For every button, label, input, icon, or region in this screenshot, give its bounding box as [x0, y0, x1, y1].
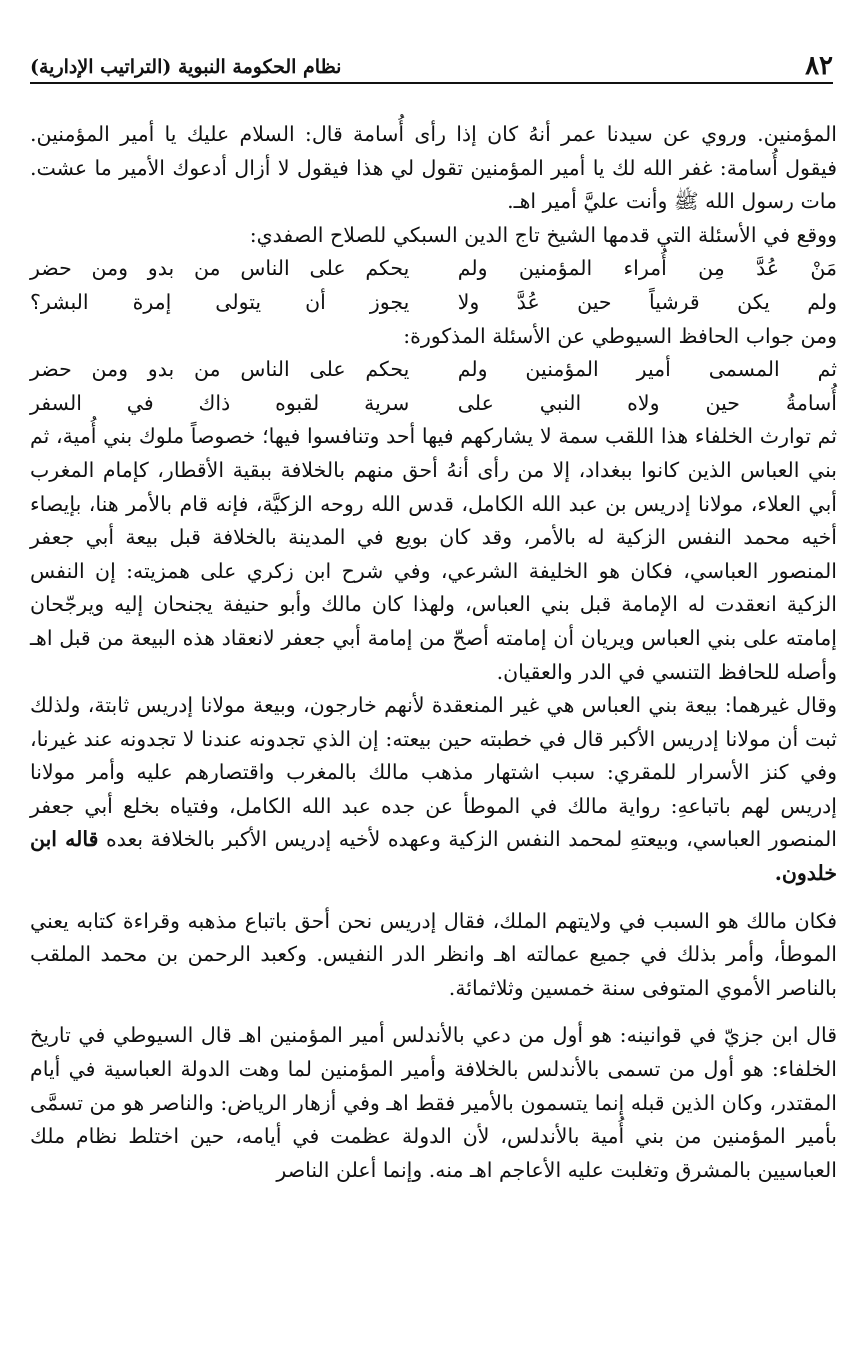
verse-first-hemistich: أُسامةُ حين ولاه النبي على — [457, 390, 837, 415]
verse-first-hemistich: ولم يكن قرشياً حين عُدَّ ولا — [457, 289, 837, 314]
verse-second-hemistich: يجوز أن يتولى إمرة البشر؟ — [30, 289, 410, 314]
paragraph-gap — [30, 1005, 837, 1019]
verse-line — [30, 387, 837, 421]
page-header — [30, 52, 833, 84]
paragraph: ومن جواب الحافظ السيوطي عن الأسئلة المذكورة: — [403, 323, 837, 348]
paragraph-gap — [30, 891, 837, 905]
paragraph: ثم توارث الخلفاء هذا اللقب سمة لا يشاركهم فيها أحد وتنافسوا فيها؛ خصوصاً ملوك بني أُمية، ثم بني العباس الذين كانوا ببغداد، إلا من رأى أنهُ أحق منهم بالخلافة ببقية الأقطار، كإمام المغرب أبي العلاء، مولانا إدريس بن عبد الله الكامل، قدس الله روحه الزكيَّة، فإنه قام بالأمر هنا، بإيصاء أخيه محمد النفس الزكية له بالأمر، وقد كان بويع في المدينة بالخلافة قبل بيعة أبي جعفر المنصور العباسي، فكان هو الخليفة الشرعي، وفي شرح ابن زكري على همزيته: إن النفس الزكية انعقدت له الإمامة قبل بني العباس، ولهذا كان مالك وأبو حنيفة يجنحان إليه ويرجّحان إمامته على بني العباس ويريان أن إمامته أصحّ من إمامة أبي جعفر لانعقاد هذه البيعة من قبل اهـ وأصله للحافظ التنسي في الدر والعقيان. — [30, 424, 837, 684]
verse-first-hemistich: ثم المسمى أمير المؤمنين ولم — [457, 357, 837, 382]
paragraph: ووقع في الأسئلة التي قدمها الشيخ تاج الدين السبكي للصلاح الصفدي: — [249, 222, 837, 247]
paragraph: قال ابن جزيّ في قوانينه: هو أول من دعي بالأندلس أمير المؤمنين اهـ قال السيوطي في تاريخ الخلفاء: هو أول من تسمى بالأندلس بالخلافة وأمير المؤمنين لما وهت الدولة العباسية في أيام المقتدر، وكان الذين قبله إنما يتسمون بالأمير فقط اهـ وفي أزهار الرياض: والناصر هو من تسمَّى بأمير المؤمنين من بني أُمية بالأندلس، لأن الدولة عظمت في أيامه، حين اختلط نظام ملك العباسيين بالمشرق وتغلبت عليه الأعاجم اهـ منه. وإنما أعلن الناصر — [30, 1023, 837, 1182]
verse-line — [30, 252, 837, 286]
paragraph: المؤمنين. وروي عن سيدنا عمر أنهُ كان إذا رأى أُسامة قال: السلام عليك يا أمير المؤمنين. فيقول أُسامة: غفر الله لك يا أمير المؤمنين تقول لي هذا فيقول لا أزال أدعوك الأمير ما عشت. مات رسول الله ﷺ وأنت عليَّ أمير اهـ. — [30, 122, 837, 214]
verse-line — [30, 353, 837, 387]
verse-first-hemistich: مَنْ عُدَّ مِن أُمراء المؤمنين ولم — [457, 256, 837, 281]
citation-bold: قاله ابن خلدون. — [30, 827, 837, 886]
verse-second-hemistich: يحكم على الناس من بدو ومن حضر — [30, 256, 410, 281]
paragraph-text: وقال غيرهما: بيعة بني العباس هي غير المنعقدة لأنهم خارجون، وبيعة مولانا إدريس ثابتة، ولذلك ثبت أن مولانا إدريس الأكبر قال في خطبته حين بيعته: إن الذي تجدونه عندنا لا تجدونه عند غيرنا، وفي كنز الأسرار للمقري: سبب اشتهار مذهب مالك بالمغرب واقتصارهم عليه وأمر مولانا إدريس لهم باتباعهِ: رواية مالك في الموطأ عن جده عبد الله الكامل، وفتياه بخلع أبي جعفر المنصور العباسي، وبيعتهِ لمحمد النفس الزكية وعهده لأخيه إدريس الأكبر بالخلافة بعده — [30, 693, 837, 852]
running-title: نظام الحكومة النبوية (التراتيب الإدارية) — [30, 56, 342, 78]
verse-second-hemistich: سرية لقبوه ذاك في السفر — [30, 390, 410, 415]
paragraph — [30, 689, 837, 891]
paragraph: فكان مالك هو السبب في ولايتهم الملك، فقال إدريس نحن أحق باتباع مذهبه وقراءة كتابه يعني الموطأ، وأمر بذلك في جميع عمالته اهـ وانظر الدر النفيس. وكعبد الرحمن بن محمد الملقب بالناصر الأموي المتوفى سنة خمسين وثلاثمائة. — [30, 908, 837, 1000]
verse-line — [30, 286, 837, 320]
page-body — [30, 118, 837, 1187]
verse-second-hemistich: يحكم على الناس من بدو ومن حضر — [30, 357, 410, 382]
page-number: ٨٢ — [805, 51, 833, 81]
